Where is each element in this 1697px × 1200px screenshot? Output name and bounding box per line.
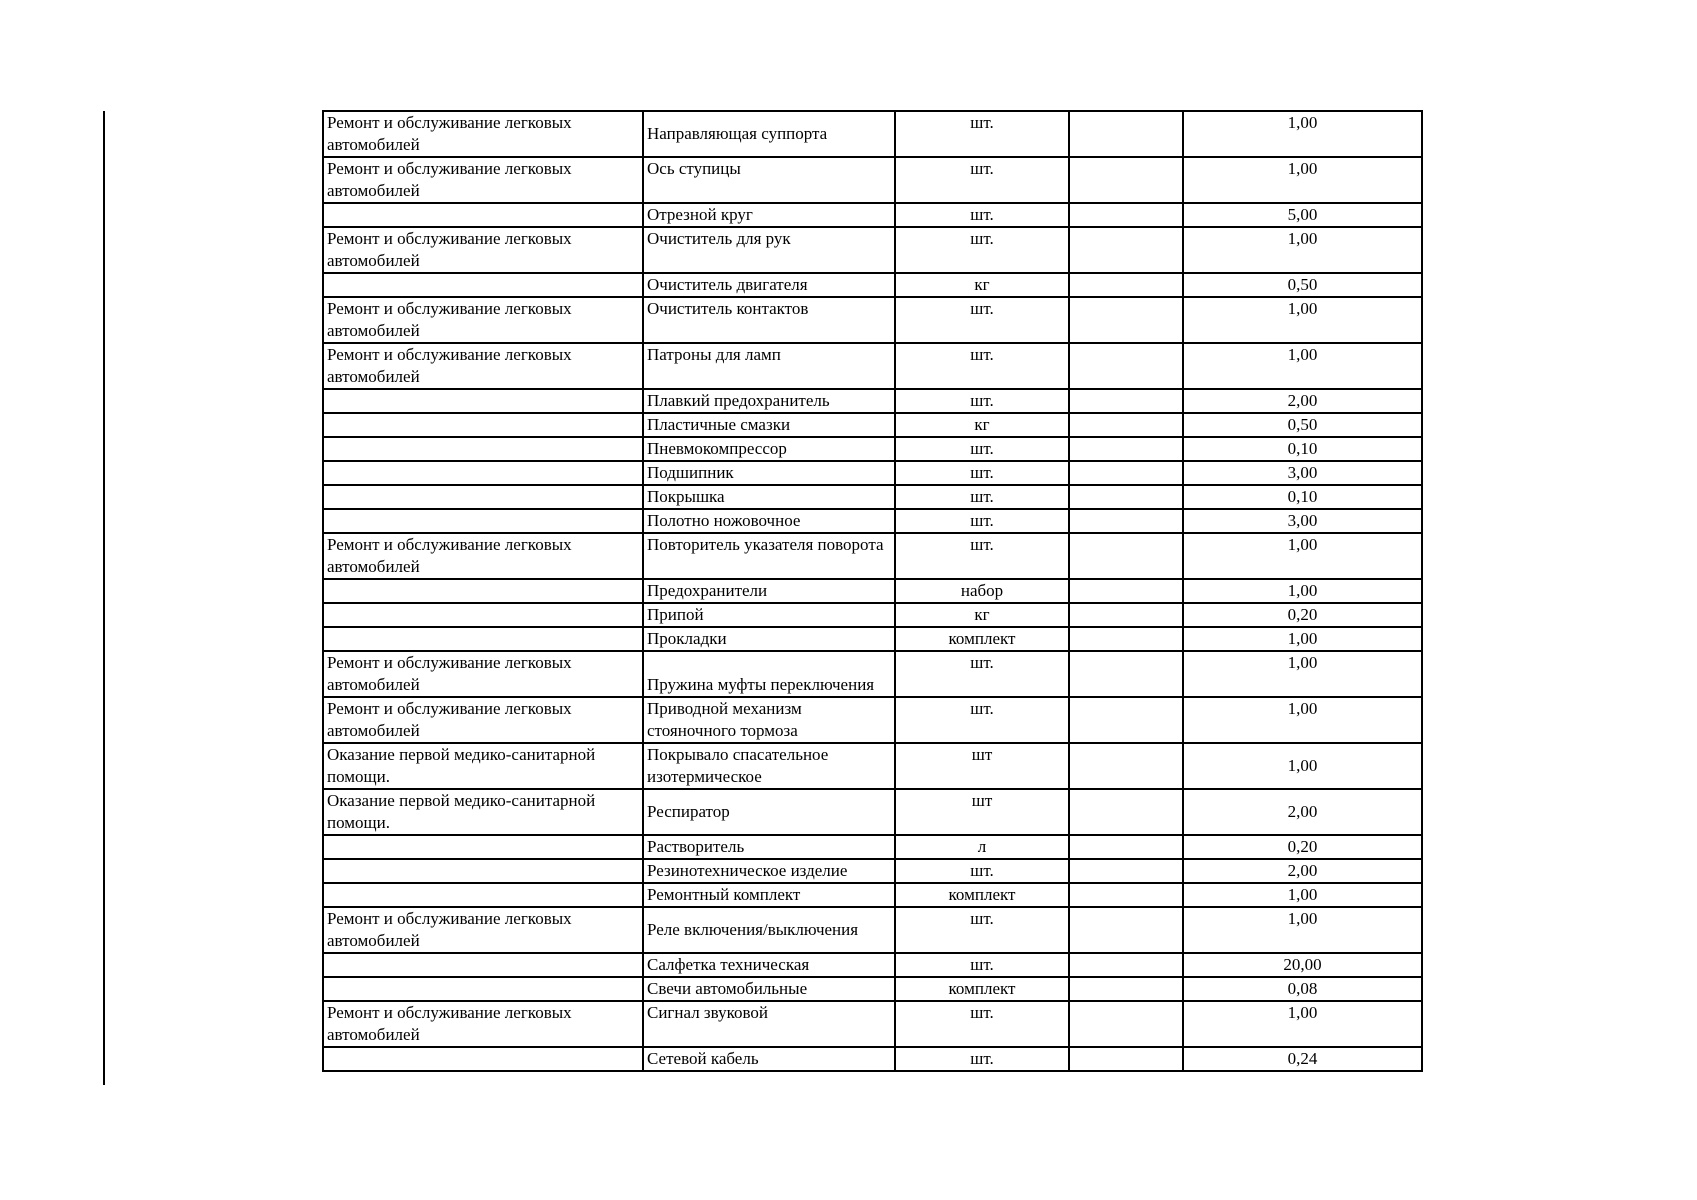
cell-item: Полотно ножовочное — [643, 509, 895, 533]
table-row — [323, 437, 1422, 461]
table-row — [323, 389, 1422, 413]
cell-item: Ремонтный комплект — [643, 883, 895, 907]
cell-section — [323, 389, 643, 413]
equipment-table-body — [323, 111, 1422, 1071]
cell-empty — [1069, 413, 1183, 437]
table-row — [323, 1001, 1422, 1047]
cell-unit: шт — [895, 789, 1069, 835]
cell-unit: шт. — [895, 437, 1069, 461]
cell-unit: шт. — [895, 203, 1069, 227]
cell-empty — [1069, 977, 1183, 1001]
cell-quantity: 2,00 — [1183, 859, 1422, 883]
cell-unit: шт. — [895, 343, 1069, 389]
cell-quantity: 0,24 — [1183, 1047, 1422, 1071]
cell-item: Пневмокомпрессор — [643, 437, 895, 461]
cell-item: Очиститель для рук — [643, 227, 895, 273]
cell-section — [323, 273, 643, 297]
cell-section — [323, 953, 643, 977]
cell-unit: кг — [895, 603, 1069, 627]
cell-quantity: 0,50 — [1183, 273, 1422, 297]
table-row — [323, 509, 1422, 533]
cell-item: Респиратор — [643, 789, 895, 835]
cell-item: Предохранители — [643, 579, 895, 603]
cell-item: Плавкий предохранитель — [643, 389, 895, 413]
cell-item: Сигнал звуковой — [643, 1001, 895, 1047]
cell-quantity: 0,10 — [1183, 437, 1422, 461]
table-row — [323, 273, 1422, 297]
cell-empty — [1069, 297, 1183, 343]
cell-empty — [1069, 697, 1183, 743]
cell-empty — [1069, 389, 1183, 413]
cell-unit: шт. — [895, 111, 1069, 157]
cell-quantity: 0,20 — [1183, 835, 1422, 859]
cell-unit: набор — [895, 579, 1069, 603]
cell-empty — [1069, 509, 1183, 533]
table-row — [323, 859, 1422, 883]
cell-quantity: 2,00 — [1183, 789, 1422, 835]
cell-empty — [1069, 907, 1183, 953]
cell-unit: шт. — [895, 157, 1069, 203]
cell-quantity: 1,00 — [1183, 111, 1422, 157]
cell-section: Ремонт и обслуживание легковых автомобилей — [323, 227, 643, 273]
cell-section — [323, 627, 643, 651]
cell-empty — [1069, 203, 1183, 227]
cell-section — [323, 413, 643, 437]
cell-quantity: 1,00 — [1183, 627, 1422, 651]
cell-unit: шт. — [895, 907, 1069, 953]
table-row — [323, 907, 1422, 953]
cell-unit: шт. — [895, 1047, 1069, 1071]
cell-quantity: 1,00 — [1183, 651, 1422, 697]
cell-quantity: 1,00 — [1183, 1001, 1422, 1047]
cell-quantity: 0,08 — [1183, 977, 1422, 1001]
cell-item: Отрезной круг — [643, 203, 895, 227]
table-row — [323, 579, 1422, 603]
cell-section: Оказание первой медико-санитарной помощи. — [323, 743, 643, 789]
cell-unit: шт. — [895, 227, 1069, 273]
cell-empty — [1069, 273, 1183, 297]
cell-section — [323, 977, 643, 1001]
table-row — [323, 227, 1422, 273]
cell-unit: шт. — [895, 297, 1069, 343]
table-row — [323, 835, 1422, 859]
cell-quantity: 1,00 — [1183, 743, 1422, 789]
cell-section — [323, 203, 643, 227]
cell-unit: шт. — [895, 953, 1069, 977]
cell-quantity: 1,00 — [1183, 883, 1422, 907]
cell-empty — [1069, 157, 1183, 203]
cell-section: Ремонт и обслуживание легковых автомобилей — [323, 533, 643, 579]
cell-unit: шт. — [895, 509, 1069, 533]
cell-unit: шт. — [895, 389, 1069, 413]
cell-unit: шт. — [895, 461, 1069, 485]
cell-unit: шт. — [895, 859, 1069, 883]
table-row — [323, 743, 1422, 789]
cell-item: Реле включения/выключения — [643, 907, 895, 953]
cell-unit: комплект — [895, 627, 1069, 651]
cell-item: Очиститель двигателя — [643, 273, 895, 297]
cell-item: Патроны для ламп — [643, 343, 895, 389]
cell-item: Приводной механизм стояночного тормоза — [643, 697, 895, 743]
cell-item: Повторитель указателя поворота — [643, 533, 895, 579]
cell-section: Ремонт и обслуживание легковых автомобилей — [323, 297, 643, 343]
cell-item: Направляющая суппорта — [643, 111, 895, 157]
cell-section: Ремонт и обслуживание легковых автомобилей — [323, 651, 643, 697]
page-margin-line — [103, 111, 105, 1085]
cell-section — [323, 437, 643, 461]
table-row — [323, 111, 1422, 157]
cell-item: Прокладки — [643, 627, 895, 651]
table-row — [323, 651, 1422, 697]
cell-item: Покрышка — [643, 485, 895, 509]
cell-empty — [1069, 883, 1183, 907]
table-row — [323, 883, 1422, 907]
cell-empty — [1069, 485, 1183, 509]
cell-quantity: 0,50 — [1183, 413, 1422, 437]
cell-empty — [1069, 859, 1183, 883]
table-row — [323, 697, 1422, 743]
cell-item: Ось ступицы — [643, 157, 895, 203]
equipment-table — [322, 110, 1423, 1072]
cell-item: Подшипник — [643, 461, 895, 485]
cell-section — [323, 835, 643, 859]
cell-quantity: 5,00 — [1183, 203, 1422, 227]
cell-empty — [1069, 227, 1183, 273]
cell-item: Салфетка техническая — [643, 953, 895, 977]
cell-unit: шт — [895, 743, 1069, 789]
cell-section — [323, 883, 643, 907]
cell-quantity: 1,00 — [1183, 579, 1422, 603]
cell-quantity: 20,00 — [1183, 953, 1422, 977]
cell-unit: комплект — [895, 883, 1069, 907]
cell-unit: кг — [895, 413, 1069, 437]
cell-unit: шт. — [895, 485, 1069, 509]
cell-item: Пружина муфты переключения — [643, 651, 895, 697]
cell-section — [323, 603, 643, 627]
cell-empty — [1069, 1047, 1183, 1071]
table-row — [323, 461, 1422, 485]
cell-quantity: 1,00 — [1183, 343, 1422, 389]
cell-empty — [1069, 835, 1183, 859]
cell-unit: кг — [895, 273, 1069, 297]
cell-empty — [1069, 603, 1183, 627]
cell-quantity: 1,00 — [1183, 297, 1422, 343]
cell-quantity: 2,00 — [1183, 389, 1422, 413]
cell-unit: шт. — [895, 1001, 1069, 1047]
cell-quantity: 3,00 — [1183, 509, 1422, 533]
cell-item: Покрывало спасательное изотермическое — [643, 743, 895, 789]
cell-quantity: 1,00 — [1183, 533, 1422, 579]
cell-quantity: 3,00 — [1183, 461, 1422, 485]
cell-quantity: 1,00 — [1183, 907, 1422, 953]
cell-unit: шт. — [895, 651, 1069, 697]
cell-section: Оказание первой медико-санитарной помощи. — [323, 789, 643, 835]
table-row — [323, 533, 1422, 579]
cell-empty — [1069, 789, 1183, 835]
table-row — [323, 627, 1422, 651]
table-row — [323, 297, 1422, 343]
cell-unit: шт. — [895, 697, 1069, 743]
cell-empty — [1069, 461, 1183, 485]
table-row — [323, 977, 1422, 1001]
cell-section: Ремонт и обслуживание легковых автомобилей — [323, 907, 643, 953]
table-row — [323, 203, 1422, 227]
cell-item: Сетевой кабель — [643, 1047, 895, 1071]
table-row — [323, 413, 1422, 437]
table-row — [323, 1047, 1422, 1071]
cell-section: Ремонт и обслуживание легковых автомобилей — [323, 157, 643, 203]
cell-empty — [1069, 579, 1183, 603]
cell-item: Резинотехническое изделие — [643, 859, 895, 883]
cell-item: Припой — [643, 603, 895, 627]
cell-section — [323, 509, 643, 533]
cell-item: Пластичные смазки — [643, 413, 895, 437]
cell-empty — [1069, 953, 1183, 977]
cell-unit: шт. — [895, 533, 1069, 579]
table-row — [323, 789, 1422, 835]
cell-empty — [1069, 111, 1183, 157]
cell-section: Ремонт и обслуживание легковых автомобилей — [323, 111, 643, 157]
cell-item: Очиститель контактов — [643, 297, 895, 343]
cell-empty — [1069, 1001, 1183, 1047]
cell-section: Ремонт и обслуживание легковых автомобилей — [323, 697, 643, 743]
table-row — [323, 485, 1422, 509]
cell-empty — [1069, 343, 1183, 389]
cell-quantity: 1,00 — [1183, 157, 1422, 203]
cell-section: Ремонт и обслуживание легковых автомобилей — [323, 1001, 643, 1047]
cell-empty — [1069, 743, 1183, 789]
cell-section — [323, 859, 643, 883]
cell-section — [323, 461, 643, 485]
cell-item: Растворитель — [643, 835, 895, 859]
table-row — [323, 603, 1422, 627]
table-row — [323, 157, 1422, 203]
table-row — [323, 343, 1422, 389]
cell-empty — [1069, 533, 1183, 579]
cell-empty — [1069, 651, 1183, 697]
cell-section — [323, 485, 643, 509]
cell-item: Свечи автомобильные — [643, 977, 895, 1001]
cell-empty — [1069, 437, 1183, 461]
cell-unit: л — [895, 835, 1069, 859]
cell-quantity: 0,20 — [1183, 603, 1422, 627]
cell-quantity: 1,00 — [1183, 227, 1422, 273]
cell-quantity: 1,00 — [1183, 697, 1422, 743]
cell-quantity: 0,10 — [1183, 485, 1422, 509]
cell-section — [323, 1047, 643, 1071]
cell-section — [323, 579, 643, 603]
cell-unit: комплект — [895, 977, 1069, 1001]
table-row — [323, 953, 1422, 977]
cell-empty — [1069, 627, 1183, 651]
cell-section: Ремонт и обслуживание легковых автомобилей — [323, 343, 643, 389]
